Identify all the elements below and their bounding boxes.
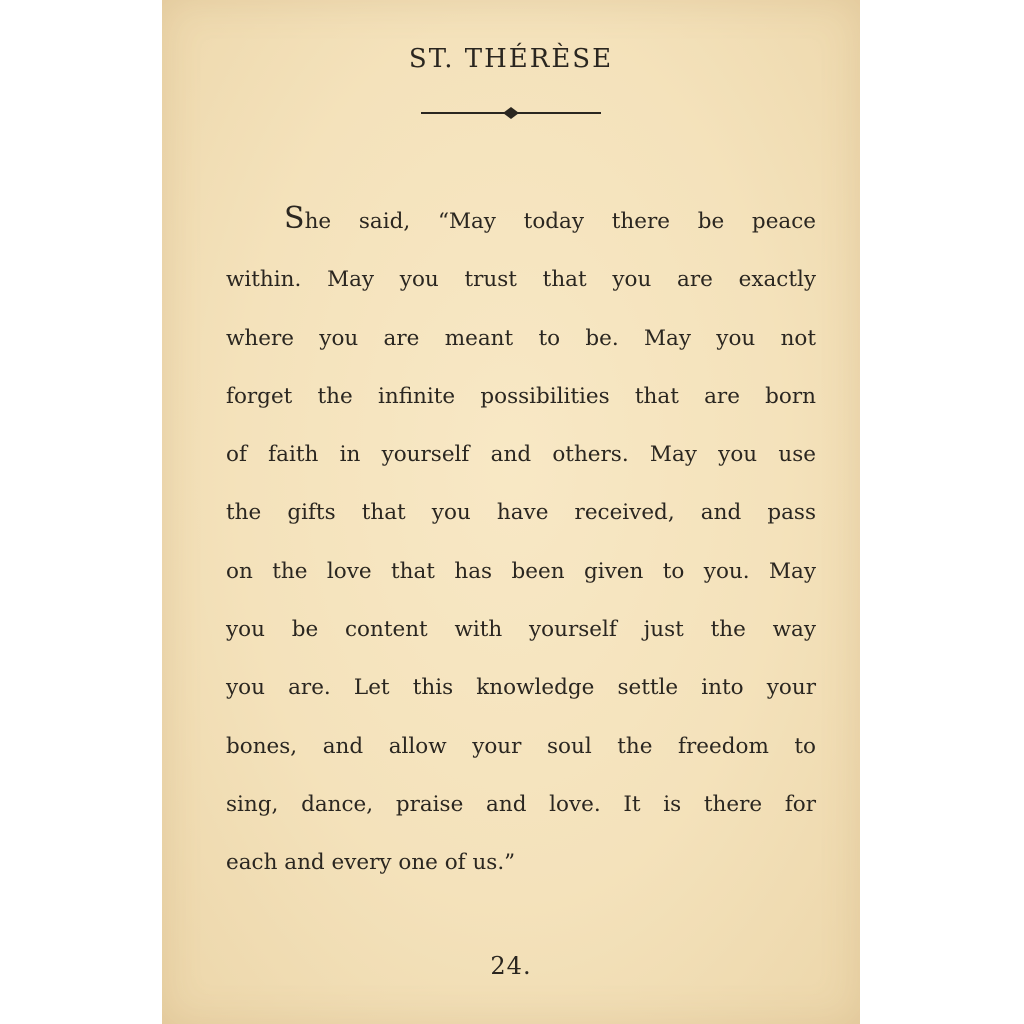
drop-cap: S bbox=[284, 201, 305, 236]
text-line: you be content with yourself just the way bbox=[226, 617, 816, 643]
text-line: on the love that has been given to you. May bbox=[226, 558, 816, 584]
text-line bbox=[226, 190, 816, 251]
book-page bbox=[162, 0, 860, 1024]
text-line: where you are meant to be. May you not bbox=[226, 325, 816, 351]
page-number: 24. bbox=[490, 952, 532, 980]
text-line: you are. Let this knowledge settle into your bbox=[226, 675, 816, 701]
diamond-rule-divider-icon bbox=[421, 106, 601, 120]
page-title: ST. THÉRÈSE bbox=[408, 44, 614, 74]
text-line: bones, and allow your soul the freedom to bbox=[226, 733, 816, 759]
text-line: of faith in yourself and others. May you use bbox=[226, 442, 816, 468]
text-line: the gifts that you have received, and pass bbox=[226, 500, 816, 526]
text-line: forget the infinite possibilities that are born bbox=[226, 383, 816, 409]
text-line: each and every one of us.” bbox=[226, 850, 516, 876]
text-line: sing, dance, praise and love. It is there for bbox=[226, 791, 816, 817]
text-line-content: he said, “May today there be peace bbox=[304, 209, 816, 234]
text-line: within. May you trust that you are exactly bbox=[226, 267, 816, 293]
quote-text bbox=[226, 190, 816, 893]
